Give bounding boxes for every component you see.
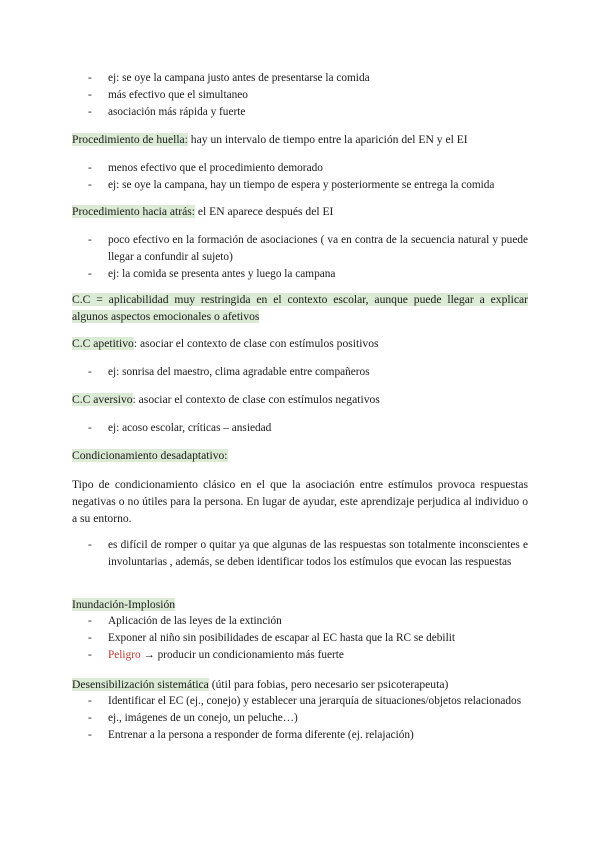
list-item: - Identificar el EC (ej., conejo) y establecer una jerarquía de situaciones/objetos relacionados <box>88 695 522 707</box>
bullet-list-desadaptativo <box>88 537 528 571</box>
section-cc-aversivo <box>72 391 528 408</box>
list-item: - menos efectivo que el procedimiento demorado <box>88 162 323 174</box>
section-heading: Procedimiento de huella: <box>72 133 188 146</box>
section-inundacion <box>72 596 528 613</box>
section-heading: Desensibilización sistemática <box>72 678 209 691</box>
bullet-list-aversivo <box>88 420 528 437</box>
desadaptativo-paragraph: Tipo de condicionamiento clásico en el que la asociación entre estímulos provoca respuestas negativas o no útiles para la persona. En lugar de ayudar, este aprendizaje perjudica al individuo o a su entorno. <box>72 478 528 525</box>
list-item: - más efectivo que el simultaneo <box>88 89 248 101</box>
list-item: - ej: la comida se presenta antes y luego la campana <box>88 268 336 280</box>
section-text: hay un intervalo de tiempo entre la aparición del EN y el EI <box>187 133 468 146</box>
section-heading: Procedimiento hacia atrás: <box>72 205 195 218</box>
section-hacia-atras <box>72 203 528 220</box>
section-cc-apetitivo <box>72 335 528 352</box>
section-desensibilizacion <box>72 676 528 693</box>
section-desadaptativo <box>72 447 528 464</box>
list-item: - ej: se oye la campana justo antes de presentarse la comida <box>88 72 370 84</box>
section-text: : asociar el contexto de clase con estímulos negativos <box>132 393 380 406</box>
bullet-list-huella <box>88 160 528 194</box>
section-heading: Inundación-Implosión <box>72 598 176 611</box>
section-heading: C.C aversivo <box>72 393 133 406</box>
list-item: - es difícil de romper o quitar ya que algunas de las respuestas son totalmente inconscientes e involuntarias , además, se deben identificar todos los estímulos que evocan las respuestas <box>88 539 528 568</box>
list-item: - asociación más rápida y fuerte <box>88 106 246 118</box>
list-item: - ej: sonrisa del maestro, clima agradable entre compañeros <box>88 366 370 378</box>
bullet-list-apetitivo <box>88 364 528 381</box>
section-huella <box>72 131 528 148</box>
section-heading: C.C apetitivo <box>72 337 134 350</box>
section-cc <box>72 291 528 325</box>
bullet-list-hacia-atras <box>88 232 528 283</box>
bullet-list-simultaneo <box>88 70 528 121</box>
section-highlight-text: C.C = aplicabilidad muy restringida en el contexto escolar, aunque puede llegar a explicar algunos aspectos emocionales o afetivos <box>72 293 528 323</box>
bullet-list-inundacion <box>88 613 528 664</box>
section-text: : asociar el contexto de clase con estímulos positivos <box>133 337 379 350</box>
list-item: - ej: se oye la campana, hay un tiempo de espera y posteriormente se entrega la comida <box>88 179 495 191</box>
list-item: - Entrenar a la persona a responder de forma diferente (ej. relajación) <box>88 729 414 741</box>
list-item: - Aplicación de las leyes de la extinción <box>88 615 282 627</box>
list-item: - poco efectivo en la formación de asociaciones ( va en contra de la secuencia natural y puede llegar a confundir al sujeto) <box>88 234 528 263</box>
list-item: - Exponer al niño sin posibilidades de escapar al EC hasta que la RC se debilit <box>88 632 455 644</box>
list-item: - ej: acoso escolar, críticas – ansiedad <box>88 422 272 434</box>
peligro-label: Peligro <box>108 649 141 661</box>
section-heading: Condicionamiento desadaptativo: <box>72 449 228 462</box>
list-item: - Peligro → producir un condicionamiento más fuerte <box>88 649 344 661</box>
bullet-list-desensibilizacion <box>88 693 528 744</box>
list-item: - ej., imágenes de un conejo, un peluche…) <box>88 712 298 724</box>
section-text: (útil para fobias, pero necesario ser psicoterapeuta) <box>208 678 449 691</box>
section-text: el EN aparece después del EI <box>194 205 334 218</box>
